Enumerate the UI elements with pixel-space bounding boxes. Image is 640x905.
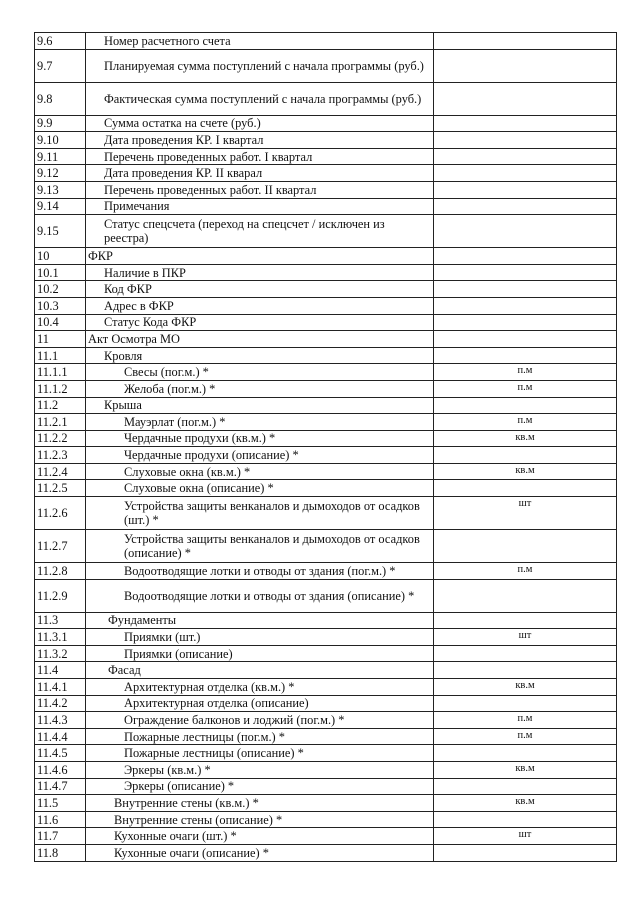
row-label: Чердачные продухи (кв.м.) *	[86, 430, 434, 447]
row-number: 11.2.2	[35, 430, 86, 447]
row-number: 11.2.9	[35, 579, 86, 612]
table-row	[35, 248, 617, 265]
row-label: Внутренние стены (описание) *	[86, 811, 434, 828]
row-number: 9.15	[35, 215, 86, 248]
row-number: 11.2.5	[35, 480, 86, 497]
row-label: Перечень проведенных работ. I квартал	[86, 148, 434, 165]
row-label: Номер расчетного счета	[86, 33, 434, 50]
table-row	[35, 49, 617, 82]
unit-cell	[434, 248, 617, 265]
table-row	[35, 397, 617, 414]
unit-cell	[434, 132, 617, 149]
row-label: Примечания	[86, 198, 434, 215]
table-row	[35, 480, 617, 497]
row-number: 11.2.3	[35, 447, 86, 464]
row-label: Дата проведения КР. I квартал	[86, 132, 434, 149]
unit-cell	[434, 115, 617, 132]
table-row	[35, 497, 617, 530]
table-row	[35, 778, 617, 795]
unit-cell	[434, 281, 617, 298]
table-row	[35, 844, 617, 861]
table-row	[35, 645, 617, 662]
data-table	[34, 32, 617, 862]
table-row	[35, 579, 617, 612]
row-number: 11.3.1	[35, 629, 86, 646]
row-label: Дата проведения КР. II кварал	[86, 165, 434, 182]
unit-cell: п.м	[434, 414, 617, 431]
row-label: Водоотводящие лотки и отводы от здания (описание) *	[86, 579, 434, 612]
table-row	[35, 463, 617, 480]
row-label: Перечень проведенных работ. II квартал	[86, 181, 434, 198]
row-label: Слуховые окна (описание) *	[86, 480, 434, 497]
row-number: 11.4.1	[35, 679, 86, 696]
row-label: Кухонные очаги (шт.) *	[86, 828, 434, 845]
row-number: 11.2.1	[35, 414, 86, 431]
row-number: 9.12	[35, 165, 86, 182]
row-label: Сумма остатка на счете (руб.)	[86, 115, 434, 132]
unit-cell	[434, 397, 617, 414]
unit-cell: шт	[434, 629, 617, 646]
row-label: Наличие в ПКР	[86, 264, 434, 281]
row-label: Чердачные продухи (описание) *	[86, 447, 434, 464]
unit-cell	[434, 811, 617, 828]
unit-cell	[434, 264, 617, 281]
unit-cell: шт	[434, 828, 617, 845]
unit-cell	[434, 447, 617, 464]
row-number: 9.6	[35, 33, 86, 50]
unit-cell	[434, 745, 617, 762]
unit-cell	[434, 198, 617, 215]
unit-cell	[434, 695, 617, 712]
row-number: 11.1.1	[35, 364, 86, 381]
row-number: 11.3.2	[35, 645, 86, 662]
row-number: 9.11	[35, 148, 86, 165]
row-label: Пожарные лестницы (пог.м.) *	[86, 728, 434, 745]
row-number: 11.1.2	[35, 380, 86, 397]
table-row	[35, 380, 617, 397]
row-number: 11.2.6	[35, 497, 86, 530]
row-number: 9.7	[35, 49, 86, 82]
table-row	[35, 281, 617, 298]
table-row	[35, 447, 617, 464]
row-number: 11.4.2	[35, 695, 86, 712]
table-row	[35, 828, 617, 845]
unit-cell	[434, 181, 617, 198]
row-label: Эркеры (кв.м.) *	[86, 762, 434, 779]
row-label: Архитектурная отделка (описание)	[86, 695, 434, 712]
row-number: 11.2	[35, 397, 86, 414]
table-row	[35, 728, 617, 745]
unit-cell	[434, 530, 617, 563]
unit-cell: п.м	[434, 728, 617, 745]
row-number: 11.4	[35, 662, 86, 679]
row-number: 11.2.7	[35, 530, 86, 563]
row-label: Эркеры (описание) *	[86, 778, 434, 795]
table-row	[35, 762, 617, 779]
table-row	[35, 530, 617, 563]
row-label: Кровля	[86, 347, 434, 364]
row-number: 10.4	[35, 314, 86, 331]
table-row	[35, 82, 617, 115]
row-label: Устройства защиты венканалов и дымоходов от осадков (шт.) *	[86, 497, 434, 530]
table-row	[35, 331, 617, 348]
row-label: Пожарные лестницы (описание) *	[86, 745, 434, 762]
row-number: 11.6	[35, 811, 86, 828]
row-number: 10.2	[35, 281, 86, 298]
table-row	[35, 662, 617, 679]
table-row	[35, 695, 617, 712]
unit-cell	[434, 844, 617, 861]
table-row	[35, 795, 617, 812]
unit-cell	[434, 49, 617, 82]
row-number: 11.4.3	[35, 712, 86, 729]
row-label: Приямки (шт.)	[86, 629, 434, 646]
row-label: Водоотводящие лотки и отводы от здания (пог.м.) *	[86, 563, 434, 580]
row-label: Слуховые окна (кв.м.) *	[86, 463, 434, 480]
row-number: 10.1	[35, 264, 86, 281]
unit-cell	[434, 612, 617, 629]
row-label: Внутренние стены (кв.м.) *	[86, 795, 434, 812]
unit-cell: кв.м	[434, 762, 617, 779]
unit-cell	[434, 645, 617, 662]
unit-cell	[434, 480, 617, 497]
unit-cell	[434, 579, 617, 612]
row-label: Фундаменты	[86, 612, 434, 629]
row-number: 11.8	[35, 844, 86, 861]
table-row	[35, 198, 617, 215]
row-number: 11.4.7	[35, 778, 86, 795]
unit-cell: кв.м	[434, 463, 617, 480]
table-row	[35, 745, 617, 762]
table-row	[35, 181, 617, 198]
unit-cell	[434, 331, 617, 348]
row-number: 11.5	[35, 795, 86, 812]
table-row	[35, 215, 617, 248]
table-row	[35, 430, 617, 447]
row-label: Фактическая сумма поступлений с начала программы (руб.)	[86, 82, 434, 115]
table-row	[35, 563, 617, 580]
row-number: 11.2.8	[35, 563, 86, 580]
unit-cell: кв.м	[434, 430, 617, 447]
unit-cell	[434, 33, 617, 50]
row-number: 10	[35, 248, 86, 265]
table-row	[35, 132, 617, 149]
row-label: Код ФКР	[86, 281, 434, 298]
row-number: 11.4.4	[35, 728, 86, 745]
table-row	[35, 811, 617, 828]
row-number: 9.10	[35, 132, 86, 149]
row-label: Статус Кода ФКР	[86, 314, 434, 331]
row-label: Мауэрлат (пог.м.) *	[86, 414, 434, 431]
row-label: Приямки (описание)	[86, 645, 434, 662]
row-number: 9.13	[35, 181, 86, 198]
table-row	[35, 297, 617, 314]
row-label: Крыша	[86, 397, 434, 414]
table-row	[35, 264, 617, 281]
row-number: 11.4.6	[35, 762, 86, 779]
unit-cell: кв.м	[434, 679, 617, 696]
row-label: ФКР	[86, 248, 434, 265]
unit-cell	[434, 662, 617, 679]
row-label: Желоба (пог.м.) *	[86, 380, 434, 397]
row-number: 11.3	[35, 612, 86, 629]
unit-cell	[434, 314, 617, 331]
row-label: Адрес в ФКР	[86, 297, 434, 314]
unit-cell: шт	[434, 497, 617, 530]
row-number: 11.4.5	[35, 745, 86, 762]
table-row	[35, 115, 617, 132]
table-body	[35, 33, 617, 862]
row-number: 10.3	[35, 297, 86, 314]
table-row	[35, 712, 617, 729]
row-number: 11.2.4	[35, 463, 86, 480]
table-row	[35, 679, 617, 696]
unit-cell: кв.м	[434, 795, 617, 812]
row-number: 9.8	[35, 82, 86, 115]
row-label: Устройства защиты венканалов и дымоходов от осадков (описание) *	[86, 530, 434, 563]
table-row	[35, 364, 617, 381]
unit-cell	[434, 215, 617, 248]
row-number: 11.1	[35, 347, 86, 364]
unit-cell: п.м	[434, 380, 617, 397]
table-row	[35, 33, 617, 50]
table-row	[35, 414, 617, 431]
unit-cell	[434, 347, 617, 364]
row-number: 11	[35, 331, 86, 348]
row-number: 9.9	[35, 115, 86, 132]
row-label: Свесы (пог.м.) *	[86, 364, 434, 381]
row-number: 9.14	[35, 198, 86, 215]
unit-cell: п.м	[434, 364, 617, 381]
unit-cell	[434, 82, 617, 115]
row-label: Фасад	[86, 662, 434, 679]
table-row	[35, 148, 617, 165]
table-row	[35, 165, 617, 182]
unit-cell	[434, 148, 617, 165]
table-row	[35, 347, 617, 364]
row-label: Кухонные очаги (описание) *	[86, 844, 434, 861]
unit-cell	[434, 297, 617, 314]
unit-cell	[434, 778, 617, 795]
row-label: Планируемая сумма поступлений с начала программы (руб.)	[86, 49, 434, 82]
row-label: Ограждение балконов и лоджий (пог.м.) *	[86, 712, 434, 729]
unit-cell: п.м	[434, 563, 617, 580]
row-label: Акт Осмотра МО	[86, 331, 434, 348]
table-row	[35, 612, 617, 629]
row-number: 11.7	[35, 828, 86, 845]
table-row	[35, 629, 617, 646]
unit-cell: п.м	[434, 712, 617, 729]
row-label: Статус спецсчета (переход на спецсчет / исключен из реестра)	[86, 215, 434, 248]
table-row	[35, 314, 617, 331]
unit-cell	[434, 165, 617, 182]
row-label: Архитектурная отделка (кв.м.) *	[86, 679, 434, 696]
